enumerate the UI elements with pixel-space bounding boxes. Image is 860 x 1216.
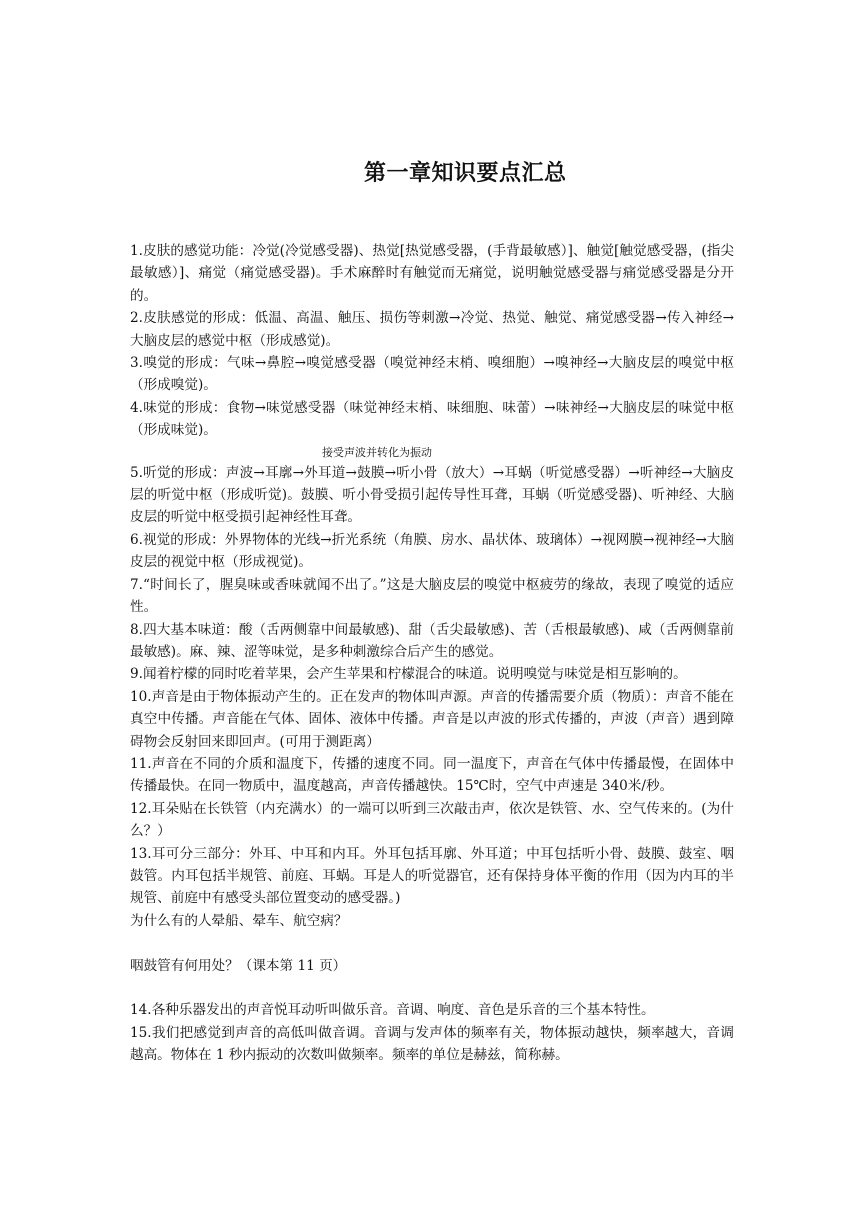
list-item: 1.皮肤的感觉功能：冷觉(冷觉感受器)、热觉[热觉感受器，(手背最敏感）]、触觉[触觉感受器，(指尖最敏感）]、痛觉（痛觉感受器)。手术麻醉时有触觉而无痛觉，说明触觉感受器与痛觉感受器是分开的。	[130, 243, 734, 304]
list-item: 4.味觉的形成：食物→味觉感受器（味觉神经末梢、味细胞、味蕾）→味神经→大脑皮层的味觉中枢（形成味觉)。	[130, 399, 734, 439]
spacer	[130, 977, 734, 999]
question-line: 为什么有的人晕船、晕车、航空病？	[130, 912, 348, 929]
list-item: 6.视觉的形成：外界物体的光线→折光系统（角膜、房水、晶状体、玻璃体）→视网膜→视神经→大脑皮层的视觉中枢（形成视觉)。	[130, 531, 734, 571]
list-item: 12.耳朵贴在长铁管（内充满水）的一端可以听到三次敲击声，依次是铁管、水、空气传来的。(为什么？）	[130, 800, 734, 840]
list-item: 8.四大基本味道：酸（舌两侧靠中间最敏感)、甜（舌尖最敏感)、苦（舌根最敏感)、咸（舌两侧靠前最敏感)。麻、辣、涩等味觉，是多种刺激综合后产生的感觉。	[130, 621, 734, 660]
document-body	[130, 240, 734, 1067]
spacer	[130, 932, 734, 954]
list-item: 9.闻着柠檬的同时吃着苹果，会产生苹果和柠檬混合的味道。说明嗅觉与味觉是相互影响的。	[130, 666, 687, 683]
list-item: 14.各种乐器发出的声音悦耳动听叫做乐音。音调、响度、音色是乐音的三个基本特性。	[130, 1002, 655, 1019]
list-item: 13.耳可分三部分：外耳、中耳和内耳。外耳包括耳廓、外耳道；中耳包括听小骨、鼓膜、鼓室、咽鼓管。内耳包括半规管、前庭、耳蜗。耳是人的听觉器官，还有保持身体平衡的作用（因为内耳的半规管、前庭中有感受头部位置变动的感受器。)	[130, 845, 734, 907]
annotation-note: 接受声波并转化为振动	[322, 445, 432, 459]
page-title: 第一章知识要点汇总	[364, 160, 567, 186]
list-item: 11.声音在不同的介质和温度下，传播的速度不同。同一温度下，声音在气体中传播最慢，在固体中传播最快。在同一物质中，温度越高，声音传播越快。15℃时，空气中声速是 340米/秒。	[130, 755, 734, 795]
list-item: 7.“时间长了，腥臭味或香味就闻不出了。”这是大脑皮层的嗅觉中枢疲劳的缘故，表现了嗅觉的适应性。	[130, 576, 734, 616]
question-line: 咽鼓管有何用处？（课本第 11 页）	[130, 957, 347, 974]
list-item: 5.听觉的形成：声波→耳廓→外耳道→鼓膜→听小骨（放大）→耳蜗（听觉感受器）→听神经→大脑皮层的听觉中枢（形成听觉)。鼓膜、听小骨受损引起传导性耳聋，耳蜗（听觉感受器)、听神经、大脑皮层的听觉中枢受损引起神经性耳聋。	[130, 464, 734, 526]
list-item: 10.声音是由于物体振动产生的。正在发声的物体叫声源。声音的传播需要介质（物质）：声音不能在真空中传播。声音能在气体、固体、液体中传播。声音是以声波的形式传播的，声波（声音）遇到障碍物会反射回来即回声。(可用于测距离）	[130, 688, 734, 750]
list-item: 15.我们把感觉到声音的高低叫做音调。音调与发声体的频率有关，物体振动越快，频率越大，音调越高。物体在 1 秒内振动的次数叫做频率。频率的单位是赫兹，简称赫。	[130, 1024, 734, 1064]
list-item: 3.嗅觉的形成：气味→鼻腔→嗅觉感受器（嗅觉神经末梢、嗅细胞）→嗅神经→大脑皮层的嗅觉中枢（形成嗅觉)。	[130, 355, 734, 394]
list-item: 2.皮肤感觉的形成：低温、高温、触压、损伤等刺激→冷觉、热觉、触觉、痛觉感受器→传入神经→大脑皮层的感觉中枢（形成感觉)。	[130, 310, 734, 349]
